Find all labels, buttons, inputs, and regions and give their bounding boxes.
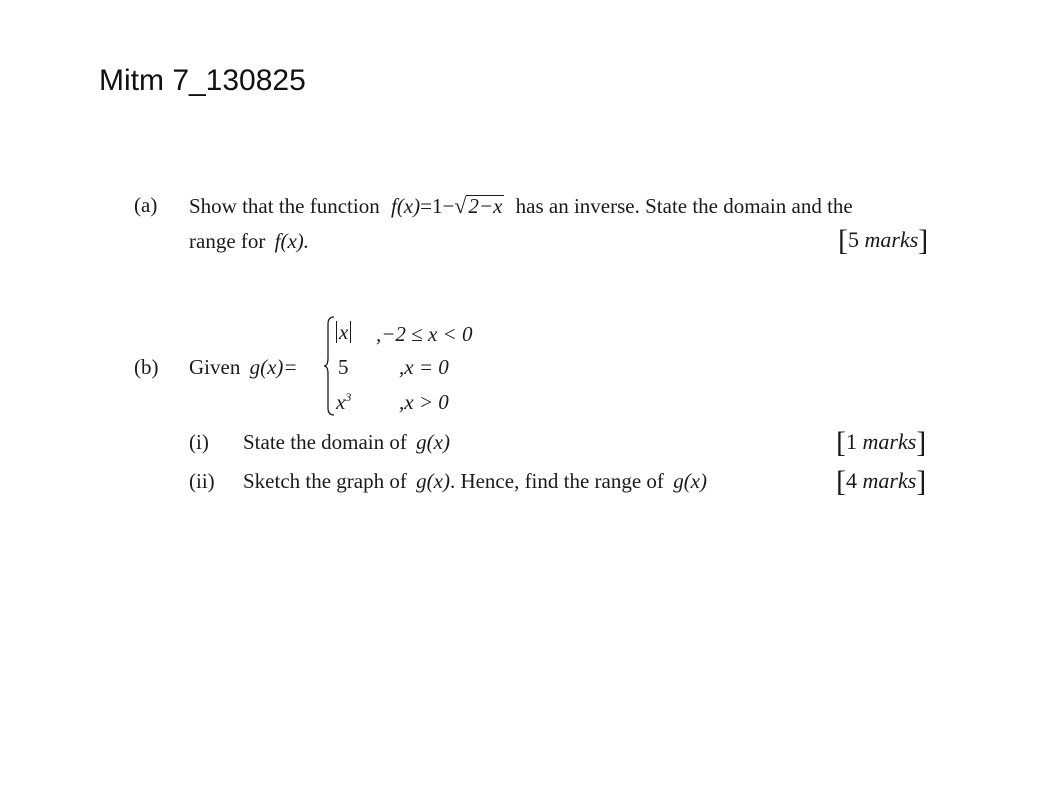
sqrt-icon: √ — [454, 193, 467, 218]
case-3-cond: ,x > 0 — [399, 390, 449, 414]
radicand: 2−x — [468, 194, 503, 218]
case-2-expr: 5 — [338, 355, 349, 379]
case-1-cond: ,−2 ≤ x < 0 — [376, 322, 473, 346]
part-a-marks: [5 marks] — [838, 224, 929, 257]
part-a-range-text: range for — [189, 229, 266, 253]
f-of-x: f(x). — [274, 229, 310, 253]
part-a-intro: Show that the function — [189, 194, 380, 218]
subpart-ii-label: (ii) — [189, 469, 215, 493]
case-2-cond: ,x = 0 — [399, 355, 449, 379]
left-brace-icon — [323, 316, 335, 416]
part-b-given: Given g(x)= — [189, 355, 298, 379]
subpart-i-marks: [1 marks] — [836, 426, 927, 459]
g-lhs: g(x)= — [249, 355, 298, 379]
part-b-label: (b) — [134, 355, 159, 379]
part-a-line1 — [189, 193, 853, 219]
subpart-ii-text: Sketch the graph of g(x). Hence, find the range of g(x) — [243, 469, 707, 493]
subpart-ii-marks: [4 marks] — [836, 465, 927, 498]
part-a-line2 — [189, 229, 309, 254]
subpart-i-label: (i) — [189, 430, 209, 454]
subpart-i-text: State the domain of g(x) — [243, 430, 450, 454]
part-a-label: (a) — [134, 193, 158, 217]
case-1-expr: x — [336, 320, 351, 345]
document-title: Mitm 7_130825 — [99, 64, 306, 97]
f-eq: =1− — [420, 194, 455, 218]
f-lhs: f(x) — [390, 194, 421, 218]
case-3-expr: $x^3$ — [336, 390, 352, 414]
part-a-rest: has an inverse. State the domain and the — [515, 194, 853, 218]
